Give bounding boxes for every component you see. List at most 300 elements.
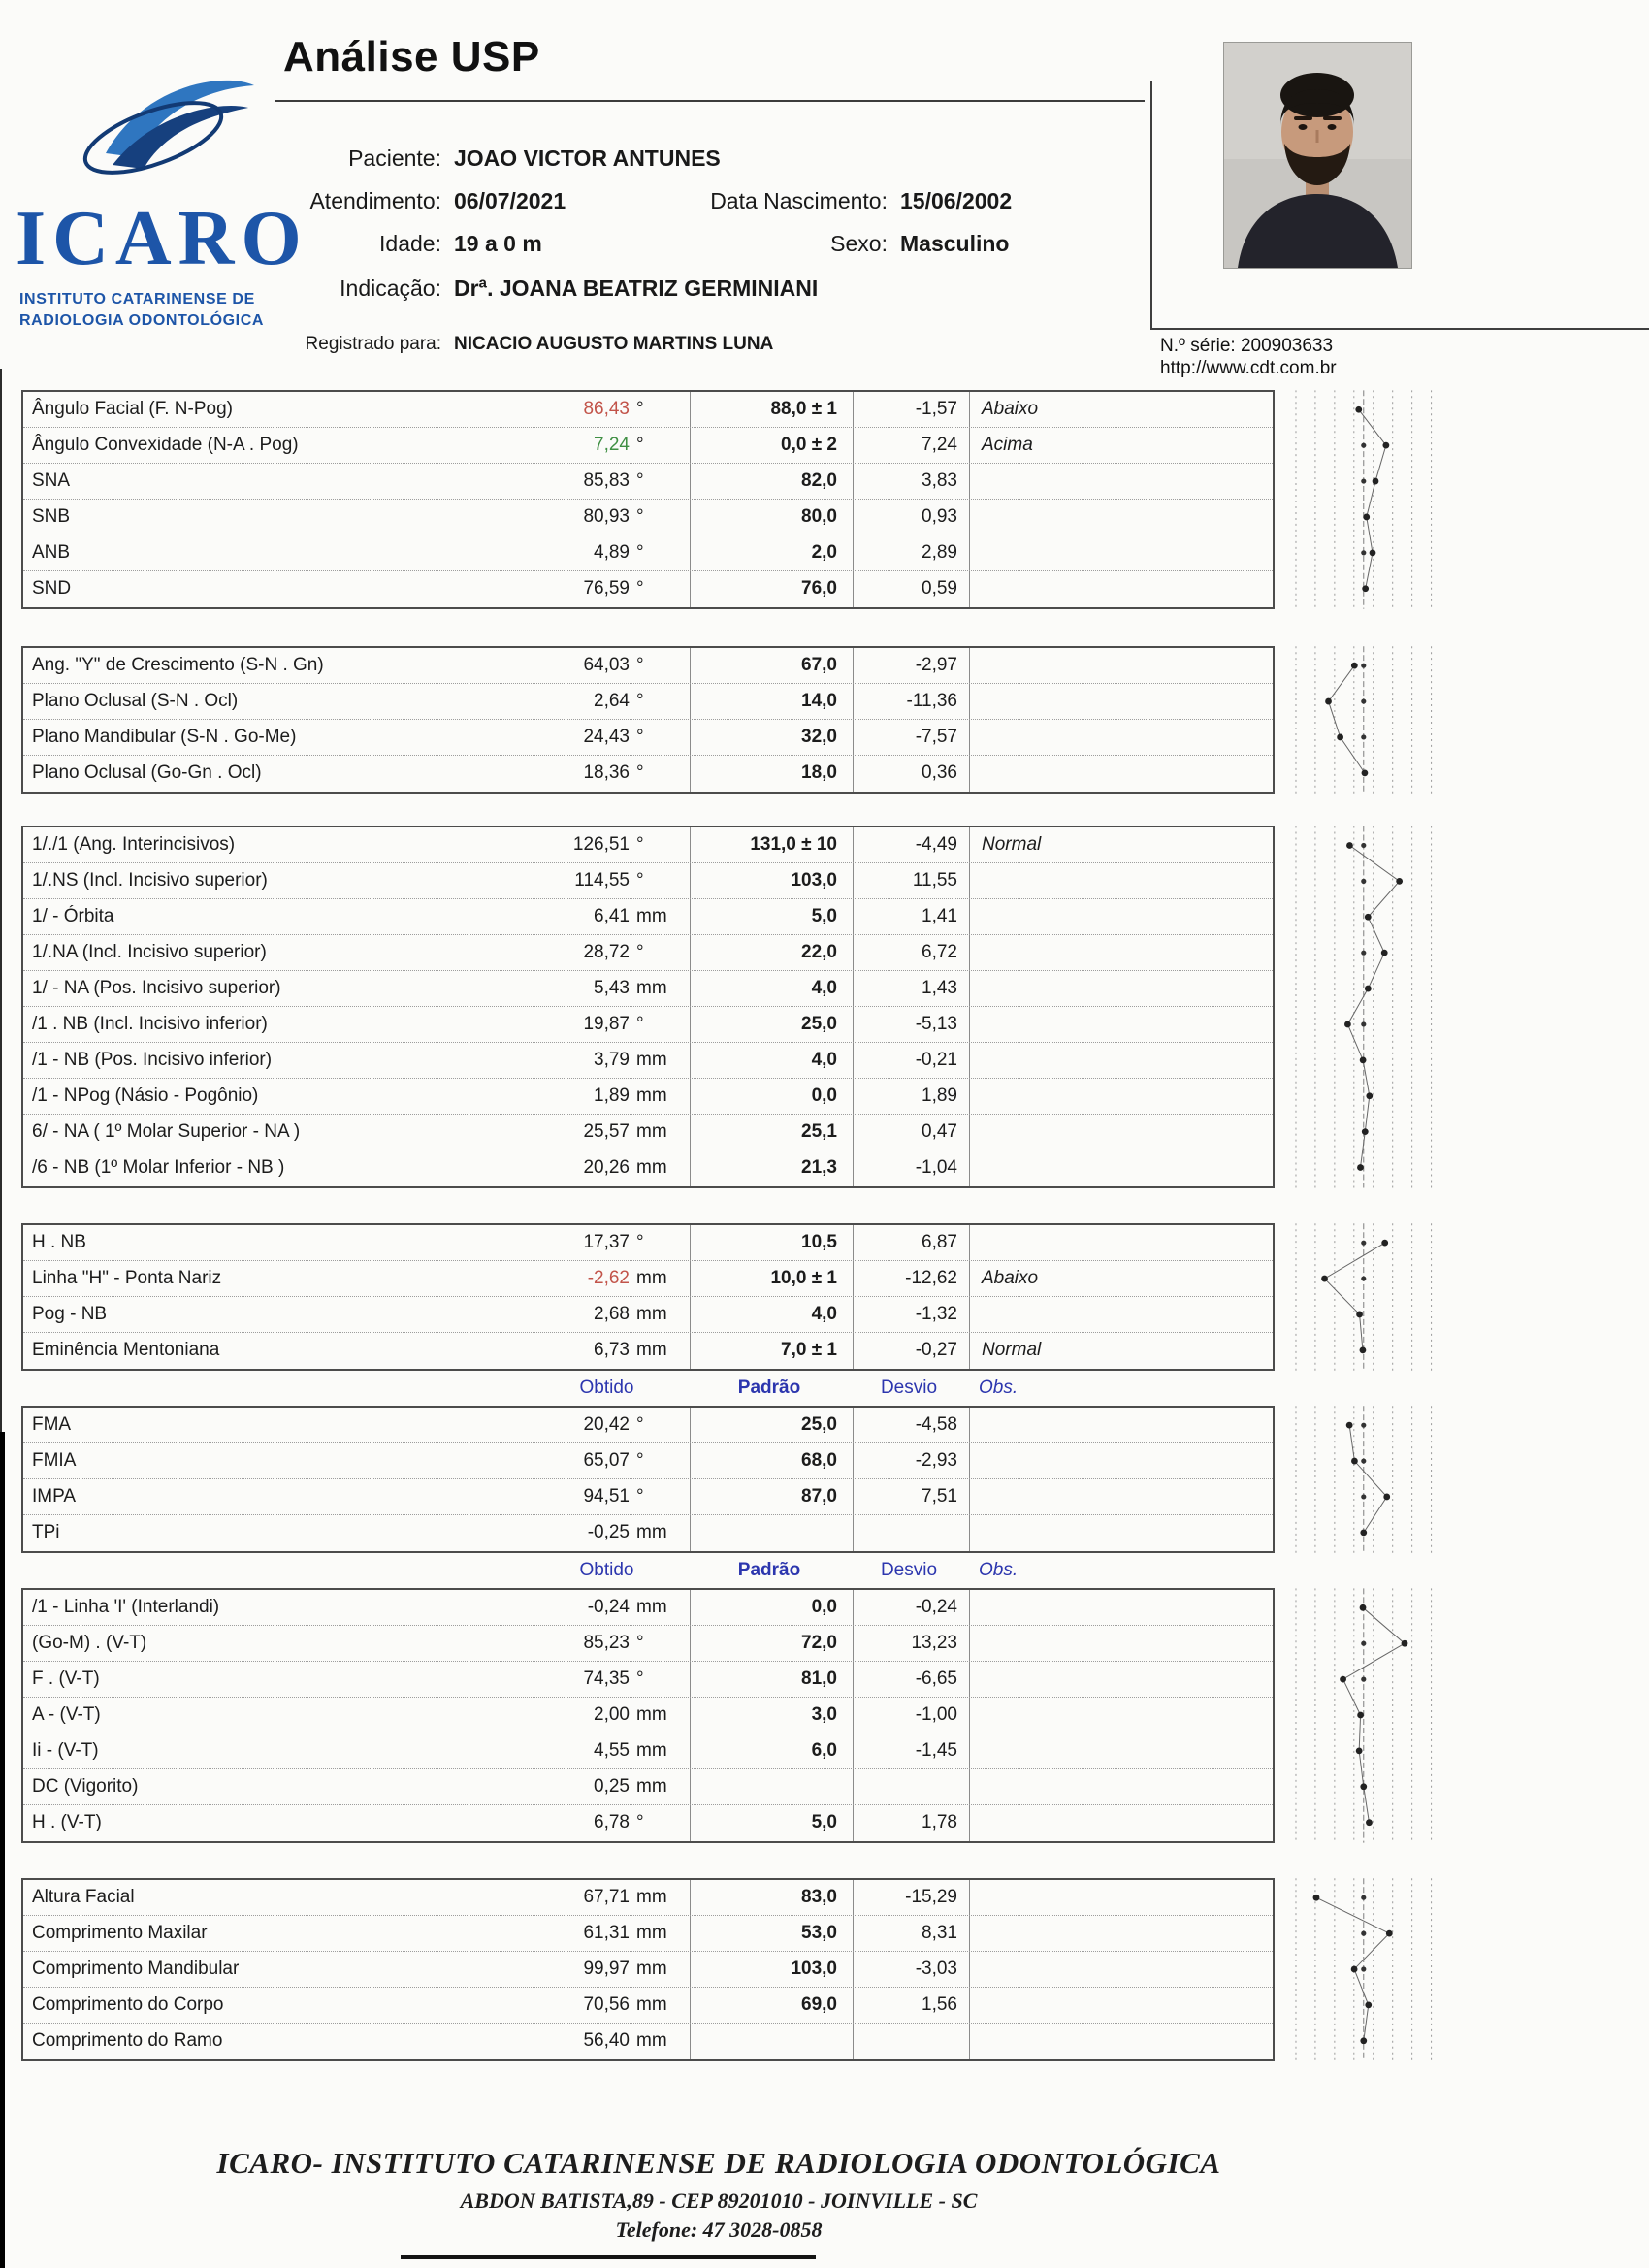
cell-unit: ° — [636, 1232, 644, 1252]
cell-obtido: -0,25 — [587, 1522, 630, 1542]
cell-padrao — [690, 1769, 853, 1804]
measurement-table — [21, 1223, 1275, 1371]
cell-obtido: 85,83 — [583, 470, 630, 491]
cell-label: Linha "H" - Ponta Nariz — [32, 1268, 222, 1288]
cell-desvio: -15,29 — [853, 1880, 969, 1915]
cell-label: 1/ - Órbita — [32, 906, 114, 926]
cell-unit: ° — [636, 655, 644, 675]
cell-obtido: 28,72 — [583, 942, 630, 962]
cell-unit: mm — [636, 1304, 667, 1324]
cell-unit: ° — [636, 1450, 644, 1471]
cell-label: Plano Mandibular (S-N . Go-Me) — [32, 727, 297, 747]
cell-padrao: 68,0 — [690, 1443, 853, 1478]
cell-padrao: 32,0 — [690, 720, 853, 755]
table-row — [23, 500, 1273, 535]
cell-padrao: 10,0 ± 1 — [690, 1261, 853, 1296]
cell-label: Comprimento do Corpo — [32, 1994, 224, 2015]
cell-unit: mm — [636, 1740, 667, 1761]
table-row — [23, 863, 1273, 899]
cell-desvio: 7,24 — [853, 428, 969, 463]
table-row — [23, 1805, 1273, 1841]
cell-unit: ° — [636, 506, 644, 527]
measurement-table — [21, 1588, 1275, 1843]
deviation-chart — [1288, 390, 1439, 609]
cell-label: DC (Vigorito) — [32, 1776, 139, 1797]
cell-obs: Abaixo — [969, 392, 1273, 427]
cell-obtido: 24,43 — [583, 727, 630, 747]
table-row — [23, 1515, 1273, 1551]
registrado-value: NICACIO AUGUSTO MARTINS LUNA — [454, 334, 774, 354]
cell-label: Ângulo Facial (F. N-Pog) — [32, 399, 233, 419]
cell-obs — [969, 1043, 1273, 1078]
cell-label: A - (V-T) — [32, 1704, 101, 1725]
table-row — [23, 1150, 1273, 1186]
cell-obtido: 65,07 — [583, 1450, 630, 1471]
cell-desvio: -1,32 — [853, 1297, 969, 1332]
table-row — [23, 1662, 1273, 1698]
cell-label: TPi — [32, 1522, 60, 1542]
cell-obtido: 99,97 — [583, 1959, 630, 1979]
cell-unit: mm — [636, 1157, 667, 1178]
indicacao-value: Drª. JOANA BEATRIZ GERMINIANI — [454, 275, 819, 301]
measurement-section — [21, 826, 1439, 1188]
cell-label: ANB — [32, 542, 71, 563]
footer-phone: Telefone: 47 3028-0858 — [615, 2218, 823, 2242]
cell-obtido: 4,55 — [594, 1740, 630, 1761]
cell-obs — [969, 1662, 1273, 1697]
table-row — [23, 1952, 1273, 1988]
cell-unit: ° — [636, 691, 644, 711]
cell-padrao: 103,0 — [690, 863, 853, 898]
cell-desvio: 7,51 — [853, 1479, 969, 1514]
cell-obtido: 20,42 — [583, 1414, 630, 1435]
cell-obtido: 126,51 — [572, 834, 630, 855]
cell-desvio: 0,36 — [853, 756, 969, 792]
table-row — [23, 1443, 1273, 1479]
cell-obtido: -2,62 — [587, 1268, 630, 1288]
table-row — [23, 1007, 1273, 1043]
idade-value: 19 a 0 m — [454, 231, 542, 256]
cell-unit: mm — [636, 1121, 667, 1142]
cell-obtido: 6,41 — [594, 906, 630, 926]
table-row — [23, 2024, 1273, 2059]
table-row — [23, 1225, 1273, 1261]
page-title: Análise USP — [283, 33, 540, 81]
table-row — [23, 756, 1273, 792]
cell-unit: ° — [636, 435, 644, 455]
cell-obs — [969, 1225, 1273, 1260]
cell-label: 1/.NS (Incl. Incisivo superior) — [32, 870, 268, 891]
cell-padrao: 76,0 — [690, 571, 853, 607]
table-row — [23, 1261, 1273, 1297]
cell-padrao: 5,0 — [690, 1805, 853, 1841]
cell-obs — [969, 971, 1273, 1006]
cell-obs — [969, 2024, 1273, 2059]
cell-desvio: 8,31 — [853, 1916, 969, 1951]
cell-obtido: 56,40 — [583, 2030, 630, 2051]
cell-label: H . (V-T) — [32, 1812, 102, 1832]
cell-obtido: 80,93 — [583, 506, 630, 527]
table-row — [23, 392, 1273, 428]
cell-obs: Abaixo — [969, 1261, 1273, 1296]
column-header-padrao: Padrão — [737, 1560, 801, 1580]
measurement-table — [21, 1878, 1275, 2061]
cell-padrao: 4,0 — [690, 1043, 853, 1078]
measurement-table — [21, 1406, 1275, 1553]
deviation-chart — [1288, 1878, 1439, 2061]
table-row — [23, 935, 1273, 971]
cell-label: Plano Oclusal (Go-Gn . Ocl) — [32, 762, 262, 783]
cell-obtido: 2,68 — [594, 1304, 630, 1324]
footer-institute: ICARO- INSTITUTO CATARINENSE DE RADIOLOGIA ODONTOLÓGICA — [216, 2146, 1221, 2180]
cell-label: F . (V-T) — [32, 1669, 100, 1689]
cell-obs — [969, 863, 1273, 898]
sexo-label: Sexo: — [830, 231, 888, 256]
table-row — [23, 571, 1273, 607]
cell-desvio: -1,00 — [853, 1698, 969, 1733]
cell-label: Ang. "Y" de Crescimento (S-N . Gn) — [32, 655, 324, 675]
cell-desvio: -1,04 — [853, 1150, 969, 1186]
cell-obtido: 3,79 — [594, 1050, 630, 1070]
paciente-label: Paciente: — [348, 146, 441, 171]
cell-unit: ° — [636, 1812, 644, 1832]
cell-unit: ° — [636, 578, 644, 599]
cell-padrao: 67,0 — [690, 648, 853, 683]
column-header-obs: Obs. — [979, 1560, 1018, 1580]
column-header-desvio: Desvio — [880, 1377, 938, 1398]
cell-label: FMA — [32, 1414, 72, 1435]
title-rule — [275, 100, 1145, 102]
cell-padrao: 103,0 — [690, 1952, 853, 1987]
cell-unit: mm — [636, 978, 667, 998]
cell-unit: mm — [636, 1050, 667, 1070]
cell-obs — [969, 1408, 1273, 1442]
idade-label: Idade: — [379, 231, 441, 256]
cell-unit: ° — [636, 1414, 644, 1435]
cell-padrao: 5,0 — [690, 899, 853, 934]
cell-padrao: 80,0 — [690, 500, 853, 535]
table-row — [23, 428, 1273, 464]
cell-unit: mm — [636, 1522, 667, 1542]
cell-unit: mm — [636, 906, 667, 926]
deviation-chart — [1288, 1588, 1439, 1843]
measurement-table — [21, 646, 1275, 794]
sections-container — [21, 390, 1439, 2061]
cell-desvio — [853, 1769, 969, 1804]
cell-desvio: 1,41 — [853, 899, 969, 934]
cell-desvio: -12,62 — [853, 1261, 969, 1296]
cell-obs — [969, 1007, 1273, 1042]
table-row — [23, 1698, 1273, 1733]
cell-desvio: 0,47 — [853, 1115, 969, 1150]
cell-desvio: 11,55 — [853, 863, 969, 898]
registrado-label: Registrado para: — [305, 334, 441, 354]
cell-obtido: 6,73 — [594, 1340, 630, 1360]
cell-label: Ângulo Convexidade (N-A . Pog) — [32, 435, 299, 455]
cell-obtido: 85,23 — [583, 1633, 630, 1653]
cell-unit: mm — [636, 1340, 667, 1360]
cell-unit: mm — [636, 1994, 667, 2015]
cell-label: SNA — [32, 470, 71, 491]
sexo-value: Masculino — [900, 231, 1010, 256]
cell-unit: mm — [636, 1923, 667, 1943]
cell-padrao: 87,0 — [690, 1479, 853, 1514]
cell-obtido: 94,51 — [583, 1486, 630, 1507]
cell-obtido: 4,89 — [594, 542, 630, 563]
cell-obs — [969, 1769, 1273, 1804]
table-row — [23, 1115, 1273, 1150]
cell-padrao: 14,0 — [690, 684, 853, 719]
column-header-spacer — [21, 1555, 526, 1588]
cell-obs — [969, 1590, 1273, 1625]
cell-desvio: -11,36 — [853, 684, 969, 719]
cell-unit: ° — [636, 542, 644, 563]
cell-desvio: -2,97 — [853, 648, 969, 683]
cell-obtido: 61,31 — [583, 1923, 630, 1943]
table-row — [23, 827, 1273, 863]
cell-obs — [969, 1805, 1273, 1841]
table-row — [23, 1479, 1273, 1515]
cell-unit: ° — [636, 1633, 644, 1653]
cell-obtido: 86,43 — [583, 399, 630, 419]
cell-desvio: -0,24 — [853, 1590, 969, 1625]
cell-padrao: 81,0 — [690, 1662, 853, 1697]
cell-label: IMPA — [32, 1486, 77, 1507]
measurement-section — [21, 1878, 1439, 2061]
cell-obs — [969, 899, 1273, 934]
photo-frame-line-horizontal — [1150, 328, 1649, 330]
table-row — [23, 684, 1273, 720]
cell-unit: ° — [636, 399, 644, 419]
cell-obtido: 20,26 — [583, 1157, 630, 1178]
cell-unit: ° — [636, 870, 644, 891]
cell-desvio: -2,93 — [853, 1443, 969, 1478]
cell-desvio: -4,49 — [853, 827, 969, 862]
table-row — [23, 899, 1273, 935]
report-header — [0, 0, 1649, 386]
cell-desvio: 1,56 — [853, 1988, 969, 2023]
cell-label: /1 - NB (Pos. Incisivo inferior) — [32, 1050, 273, 1070]
cell-desvio: 0,59 — [853, 571, 969, 607]
footer-address: ABDON BATISTA,89 - CEP 89201010 - JOINVILLE - SC — [460, 2188, 978, 2213]
cell-desvio — [853, 1515, 969, 1551]
deviation-chart — [1288, 1406, 1439, 1553]
cell-obs — [969, 1443, 1273, 1478]
cell-obs — [969, 571, 1273, 607]
cell-label: Pog - NB — [32, 1304, 108, 1324]
deviation-chart — [1288, 646, 1439, 794]
cell-padrao: 4,0 — [690, 1297, 853, 1332]
cell-obs — [969, 648, 1273, 683]
cell-label: 1/./1 (Ang. Interincisivos) — [32, 834, 236, 855]
table-row — [23, 1079, 1273, 1115]
cell-unit: ° — [636, 942, 644, 962]
patient-photo — [1224, 43, 1411, 268]
cell-obtido: 5,43 — [594, 978, 630, 998]
cell-padrao: 53,0 — [690, 1916, 853, 1951]
cell-label: /6 - NB (1º Molar Inferior - NB ) — [32, 1157, 285, 1178]
cell-padrao: 7,0 ± 1 — [690, 1333, 853, 1369]
measurement-section — [21, 1406, 1439, 1553]
cell-desvio: -1,45 — [853, 1733, 969, 1768]
atendimento-label: Atendimento: — [309, 188, 441, 213]
cell-obtido: 2,64 — [594, 691, 630, 711]
column-header-row — [21, 1373, 1278, 1406]
table-row — [23, 1297, 1273, 1333]
table-row — [23, 1333, 1273, 1369]
nascimento-value: 15/06/2002 — [900, 188, 1013, 213]
cell-obs: Normal — [969, 827, 1273, 862]
cell-desvio: -6,65 — [853, 1662, 969, 1697]
cell-padrao: 69,0 — [690, 1988, 853, 2023]
cell-desvio: -4,58 — [853, 1408, 969, 1442]
logo-subtitle-2: RADIOLOGIA ODONTOLÓGICA — [19, 312, 265, 329]
deviation-chart — [1288, 826, 1439, 1188]
cell-padrao: 82,0 — [690, 464, 853, 499]
cell-padrao: 3,0 — [690, 1698, 853, 1733]
table-row — [23, 464, 1273, 500]
cell-unit: mm — [636, 1776, 667, 1797]
cell-obs — [969, 1115, 1273, 1150]
photo-frame-line-vertical — [1150, 81, 1152, 330]
logo-subtitle-1: INSTITUTO CATARINENSE DE — [19, 291, 255, 308]
table-row — [23, 1408, 1273, 1443]
cell-obtido: 1,89 — [594, 1085, 630, 1106]
cell-desvio: 1,78 — [853, 1805, 969, 1841]
cell-obtido: 7,24 — [594, 435, 630, 455]
cell-obs — [969, 684, 1273, 719]
cell-unit: ° — [636, 727, 644, 747]
cell-obtido: 19,87 — [583, 1014, 630, 1034]
cell-label: (Go-M) . (V-T) — [32, 1633, 147, 1653]
cell-obs — [969, 756, 1273, 792]
cell-obtido: 6,78 — [594, 1812, 630, 1832]
table-row — [23, 1916, 1273, 1952]
cell-padrao: 6,0 — [690, 1733, 853, 1768]
cell-obs — [969, 935, 1273, 970]
cell-obtido: 67,71 — [583, 1887, 630, 1907]
cell-label: Eminência Mentoniana — [32, 1340, 220, 1360]
cell-desvio: -3,03 — [853, 1952, 969, 1987]
cell-desvio: 0,93 — [853, 500, 969, 535]
cell-desvio — [853, 2024, 969, 2059]
cell-unit: mm — [636, 1597, 667, 1617]
cell-padrao — [690, 2024, 853, 2059]
table-row — [23, 1988, 1273, 2024]
cell-padrao: 10,5 — [690, 1225, 853, 1260]
cell-label: FMIA — [32, 1450, 77, 1471]
cell-desvio: 2,89 — [853, 535, 969, 570]
cell-obtido: 74,35 — [583, 1669, 630, 1689]
cell-unit: mm — [636, 1704, 667, 1725]
cell-padrao: 0,0 — [690, 1079, 853, 1114]
table-row — [23, 648, 1273, 684]
cell-padrao: 83,0 — [690, 1880, 853, 1915]
cell-obs — [969, 500, 1273, 535]
column-header-row — [21, 1555, 1278, 1588]
cell-padrao: 88,0 ± 1 — [690, 392, 853, 427]
cell-padrao: 22,0 — [690, 935, 853, 970]
cell-obs — [969, 1297, 1273, 1332]
column-header-obs: Obs. — [979, 1377, 1018, 1398]
cell-obtido: 25,57 — [583, 1121, 630, 1142]
cell-desvio: -1,57 — [853, 392, 969, 427]
cell-padrao — [690, 1515, 853, 1551]
cell-obtido: 114,55 — [574, 870, 630, 891]
measurement-table — [21, 826, 1275, 1188]
cell-label: 6/ - NA ( 1º Molar Superior - NA ) — [32, 1121, 301, 1142]
scan-edge-artifact-thick — [0, 1432, 5, 2268]
cell-label: 1/ - NA (Pos. Incisivo superior) — [32, 978, 281, 998]
cell-label: SND — [32, 578, 72, 599]
cell-obtido: 0,25 — [594, 1776, 630, 1797]
cell-padrao: 0,0 ± 2 — [690, 428, 853, 463]
cell-unit: mm — [636, 2030, 667, 2051]
indicacao-label: Indicação: — [340, 275, 441, 301]
cell-padrao: 131,0 ± 10 — [690, 827, 853, 862]
cell-obs — [969, 1150, 1273, 1186]
cell-obs — [969, 1515, 1273, 1551]
cell-desvio: 1,89 — [853, 1079, 969, 1114]
logo-swoosh-icon — [52, 56, 275, 210]
cell-obs — [969, 1952, 1273, 1987]
cell-desvio: -0,27 — [853, 1333, 969, 1369]
measurement-section — [21, 646, 1439, 794]
cell-label: Altura Facial — [32, 1887, 135, 1907]
cell-obs — [969, 1479, 1273, 1514]
table-row — [23, 720, 1273, 756]
cell-label: /1 - Linha 'I' (Interlandi) — [32, 1597, 220, 1617]
cell-unit: ° — [636, 1014, 644, 1034]
cell-padrao: 25,0 — [690, 1408, 853, 1442]
cell-padrao: 25,0 — [690, 1007, 853, 1042]
cell-obs — [969, 1880, 1273, 1915]
cell-desvio: 6,87 — [853, 1225, 969, 1260]
cell-unit: ° — [636, 834, 644, 855]
cell-label: Plano Oclusal (S-N . Ocl) — [32, 691, 239, 711]
table-row — [23, 1590, 1273, 1626]
cell-desvio: 3,83 — [853, 464, 969, 499]
scan-edge-artifact-thin — [0, 369, 2, 1436]
table-row — [23, 535, 1273, 571]
table-row — [23, 1880, 1273, 1916]
cell-obs — [969, 464, 1273, 499]
cell-padrao: 4,0 — [690, 971, 853, 1006]
cell-obtido: 2,00 — [594, 1704, 630, 1725]
cell-padrao: 21,3 — [690, 1150, 853, 1186]
cell-obtido: 17,37 — [583, 1232, 630, 1252]
cell-padrao: 0,0 — [690, 1590, 853, 1625]
table-row — [23, 971, 1273, 1007]
cell-label: Comprimento do Ramo — [32, 2030, 223, 2051]
measurement-table — [21, 390, 1275, 609]
cell-label: Ii - (V-T) — [32, 1740, 99, 1761]
cell-obs: Acima — [969, 428, 1273, 463]
cell-obs — [969, 1626, 1273, 1661]
cell-obs — [969, 1733, 1273, 1768]
cell-label: 1/.NA (Incl. Incisivo superior) — [32, 942, 267, 962]
cell-unit: mm — [636, 1959, 667, 1979]
cell-padrao: 25,1 — [690, 1115, 853, 1150]
table-row — [23, 1733, 1273, 1769]
cell-padrao: 2,0 — [690, 535, 853, 570]
column-header-desvio: Desvio — [880, 1560, 938, 1580]
report-footer — [0, 2146, 1438, 2243]
cell-obs — [969, 1988, 1273, 2023]
measurement-section — [21, 390, 1439, 609]
cell-desvio: -5,13 — [853, 1007, 969, 1042]
column-header-obtido: Obtido — [579, 1560, 634, 1580]
